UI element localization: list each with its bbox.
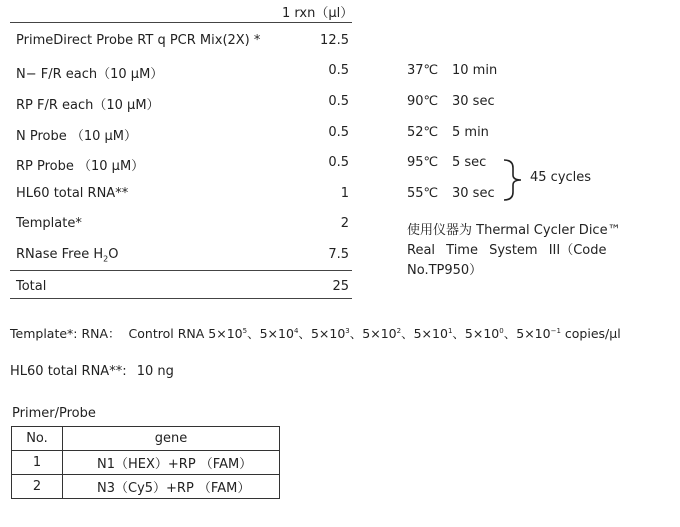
table-row <box>12 475 280 499</box>
reaction-table-header: 1 rxn（μl） <box>282 6 354 21</box>
reaction-row-value: 12.5 <box>320 33 349 48</box>
cell-gene: N3（Cy5）+RP （FAM） <box>63 475 280 499</box>
template-note-prefix: Control RNA <box>128 326 205 341</box>
separator: 、 <box>503 326 517 341</box>
cell-no: 1 <box>12 451 63 475</box>
separator: 、 <box>349 326 363 341</box>
primer-probe-table <box>11 426 280 499</box>
step-temp: 95℃ <box>407 155 439 170</box>
cycles-label: 45 cycles <box>530 170 592 185</box>
instrument-line-2: Real Time System III（Code <box>407 243 607 258</box>
template-concentration: $5\times 10^3$ <box>310 326 350 341</box>
separator: 、 <box>401 326 414 341</box>
reaction-row-value: 0.5 <box>328 125 349 140</box>
step-temp: 37℃ <box>407 63 439 78</box>
template-note <box>10 324 621 342</box>
reaction-row-label: HL60 total RNA** <box>16 186 129 201</box>
step-time: 5 min <box>452 125 489 140</box>
total-label: Total <box>16 279 47 294</box>
reaction-row-label: Template* <box>16 216 82 231</box>
reaction-row-value: 1 <box>340 186 349 201</box>
template-concentration: $5\times 10^1$ <box>413 326 453 341</box>
cell-no: 2 <box>12 475 63 499</box>
template-concentration: $5\times 10^0$ <box>464 326 504 341</box>
reaction-row-label: N Probe （10 μM） <box>16 129 138 144</box>
hl60-note-value: 10 ng <box>136 364 174 379</box>
cell-gene: N1（HEX）+RP （FAM） <box>63 451 280 475</box>
primer-probe-title: Primer/Probe <box>12 406 96 421</box>
table-top-rule <box>10 22 352 23</box>
column-header-no: No. <box>12 427 63 451</box>
separator: 、 <box>298 326 311 341</box>
total-value: 25 <box>332 279 349 294</box>
reaction-row-label: RP Probe （10 μM） <box>16 159 145 174</box>
template-concentration: $5\times 10^4$ <box>259 326 299 341</box>
template-concentration: $5\times 10^2$ <box>362 326 402 341</box>
template-unit: copies/μl <box>564 326 621 341</box>
reaction-row-label: PrimeDirect Probe RT q PCR Mix(2X) * <box>16 33 261 48</box>
table-row <box>12 451 280 475</box>
step-temp: 52℃ <box>407 125 439 140</box>
reaction-row-value: 2 <box>340 216 349 231</box>
table-header-row <box>12 427 280 451</box>
step-time: 30 sec <box>452 186 495 201</box>
column-header-gene: gene <box>63 427 280 451</box>
step-temp: 55℃ <box>407 186 439 201</box>
reaction-row-value: 7.5 <box>328 247 349 262</box>
hl60-note-label: HL60 total RNA**: <box>10 364 127 379</box>
template-concentration: $5\times 10^{-1}$ <box>516 326 561 341</box>
reaction-row-label: RNase Free $H_2O$ <box>16 247 119 264</box>
separator: 、 <box>247 326 260 341</box>
reaction-row-value: 0.5 <box>328 63 349 78</box>
step-temp: 90℃ <box>407 94 439 109</box>
template-note-label: Template*: RNA： <box>10 326 121 341</box>
reaction-row-label: N− F/R each（10 μM） <box>16 67 164 82</box>
template-concentration: $5\times 10^5$ <box>208 326 248 341</box>
cycle-bracket-icon <box>503 158 529 202</box>
step-time: 5 sec <box>452 155 487 170</box>
reaction-row-value: 0.5 <box>328 94 349 109</box>
reaction-row-label: RP F/R each（10 μM） <box>16 98 160 113</box>
separator: 、 <box>452 326 465 341</box>
reaction-row-value: 0.5 <box>328 155 349 170</box>
table-total-rule <box>10 270 352 271</box>
instrument-line-3: No.TP950） <box>407 263 483 278</box>
table-bottom-rule <box>10 298 352 299</box>
hl60-note <box>10 364 174 379</box>
step-time: 30 sec <box>452 94 495 109</box>
instrument-line-1: 使用仪器为 Thermal Cycler Dice™ <box>407 223 621 238</box>
step-time: 10 min <box>452 63 498 78</box>
